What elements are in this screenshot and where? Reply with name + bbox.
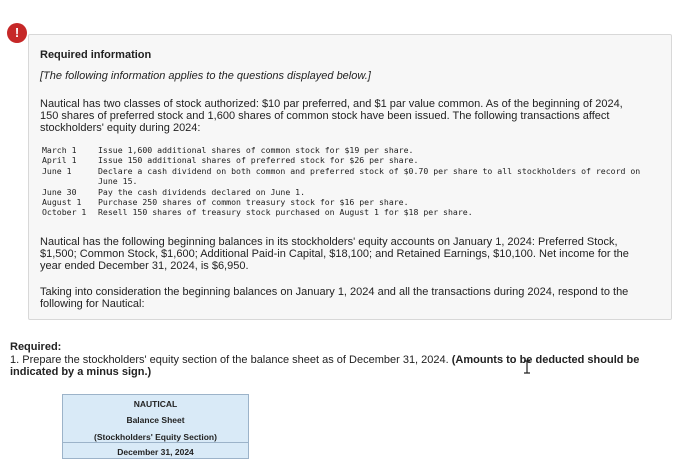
transaction-text: Resell 150 shares of treasury stock purchased on August 1 for $18 per share. [98,207,473,218]
transaction-date: October 1 [42,207,87,218]
intro-paragraph: Nautical has two classes of stock authorized: $10 par preferred, and $1 par value common. As of the beginning of 2024, 150 shares of preferred stock and 1,600 shares of common stock have been issued. The following transactions affect stockholders' equity during 2024: [40,98,623,134]
info-subtitle: [The following information applies to the questions displayed below.] [40,70,371,82]
transaction-row [42,155,657,165]
transaction-text: Purchase 250 shares of common treasury stock for $16 per share. [98,197,409,208]
statement-section: (Stockholders' Equity Section) [94,432,217,442]
balances-paragraph: Nautical has the following beginning balances in its stockholders' equity accounts on January 1, 2024: Preferred Stock, $1,500; Common Stock, $1,600; Additional Paid-in Capital, $18,100; and Retained Earnings, $10,100. Net income for the year ended December 31, 2024, is $6,950. [40,236,629,272]
text-cursor-icon [523,360,531,374]
company-name: NAUTICAL [133,399,178,409]
transaction-row [42,145,657,155]
transactions-list [42,145,657,218]
balance-sheet-header [62,394,249,459]
alert-icon: ! [7,23,27,43]
required-instruction: 1. Prepare the stockholders' equity section of the balance sheet as of December 31, 2024. [10,354,449,366]
statement-name: Balance Sheet [126,415,185,425]
transaction-text: Pay the cash dividends declared on June 1. [98,186,306,197]
transaction-row [42,207,657,217]
transaction-date: April 1 [42,155,77,166]
transaction-row [42,166,657,187]
instruction-paragraph: Taking into consideration the beginning balances on January 1, 2024 and all the transactions during 2024, respond to the following for Nautical: [40,286,629,310]
required-note: (Amounts to be deducted should be indicated by a minus sign.) [10,354,640,378]
required-information-panel [28,34,672,320]
transaction-date: August 1 [42,197,82,208]
required-text [10,354,650,378]
statement-date: December 31, 2024 [117,447,194,457]
header-divider [63,442,248,443]
transaction-row [42,187,657,197]
transaction-row [42,197,657,207]
transaction-date: June 30 [42,186,77,197]
info-title: Required information [40,49,152,61]
transaction-date: June 1 [42,165,72,176]
transaction-text: Issue 1,600 additional shares of common stock for $19 per share. [98,145,414,155]
required-label: Required: [10,341,62,353]
transaction-date: March 1 [42,145,77,155]
transaction-text: Declare a cash dividend on both common and preferred stock of $0.70 per share to all stockholders of record on June 15. [98,165,641,187]
transaction-text: Issue 150 additional shares of preferred stock for $26 per share. [98,155,419,166]
